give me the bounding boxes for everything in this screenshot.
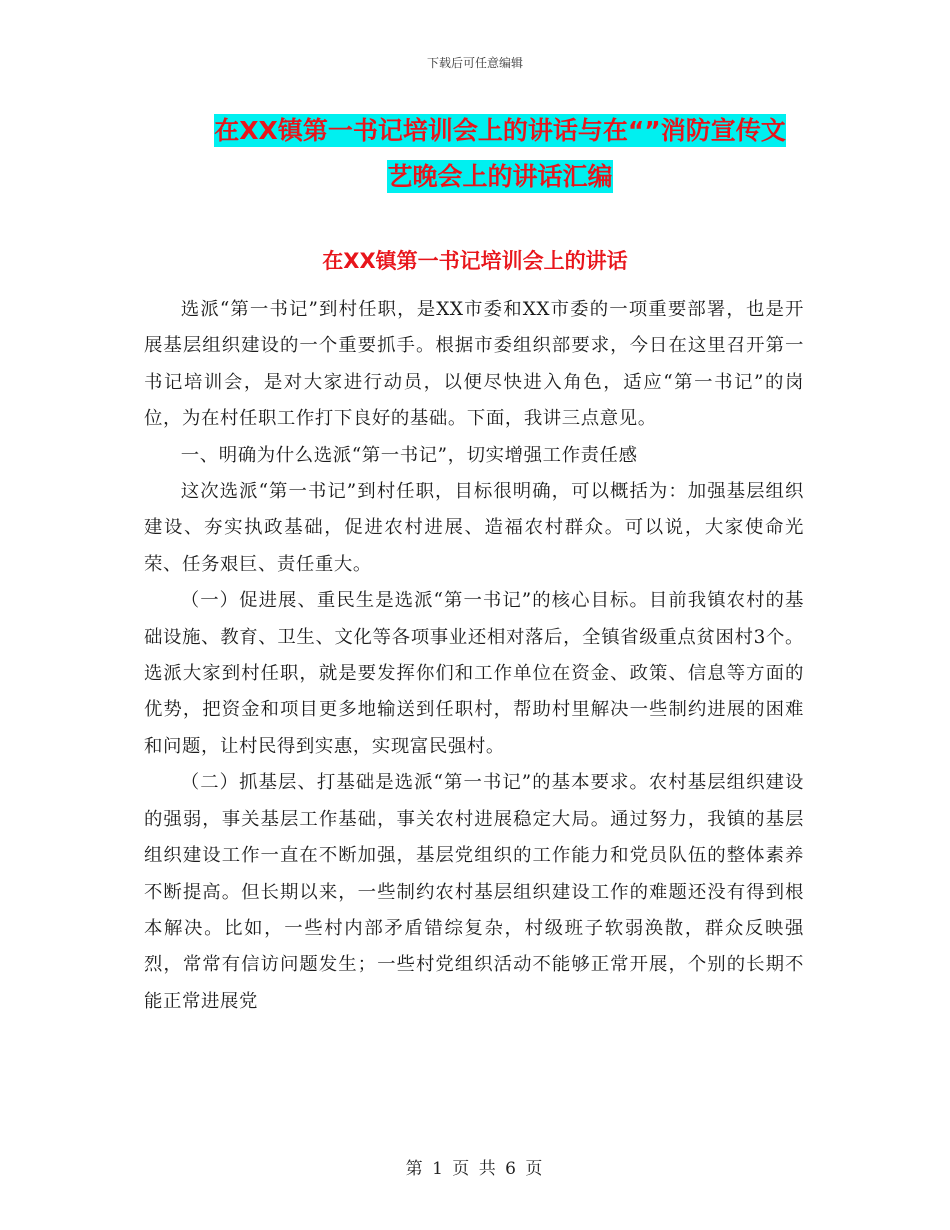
page-header-note: 下载后可任意编辑 [426, 56, 523, 70]
paragraph-subpoint-two: （二）抓基层、打基础是选派“第一书记”的基本要求。农村基层组织建设的强弱，事关基层工作基础，事关农村进展稳定大局。通过努力，我镇的基层组织建设工作一直在不断加强，基层党组织的工作能力和党员队伍的整体素养不断提高。但长期以来，一些制约农村基层组织建设工作的难题还没有得到根本解决。比如，一些村内部矛盾错综复杂，村级班子软弱涣散，群众反映强烈，常常有信访问题发生；一些村党组织活动不能够正常开展，个别的长期不能正常进展党 [144, 772, 804, 1012]
paragraph-subpoint-one: （一）促进展、重民生是选派“第一书记”的核心目标。目前我镇农村的基础设施、教育、卫生、文化等各项事业还相对落后，全镇省级重点贫困村3个。选派大家到村任职，就是要发挥你们和工作单位在资金、政策、信息等方面的优势，把资金和项目更多地输送到任职村，帮助村里解决一些制约进展的困难和问题，让村民得到实惠，实现富民强村。 [144, 590, 804, 757]
section-heading: 在XX镇第一书记培训会上的讲话 [322, 249, 628, 273]
page-number-footer: 第 1 页 共 6 页 [405, 1159, 545, 1179]
paragraph-point-one-summary: 这次选派“第一书记”到村任职，目标很明确，可以概括为：加强基层组织建设、夯实执政基础，促进农村进展、造福农村群众。可以说，大家使命光荣、任务艰巨、责任重大。 [144, 481, 804, 575]
speech-body [144, 292, 804, 1020]
document-title [140, 108, 860, 200]
document-title-line-2: 艺晚会上的讲话汇编 [387, 162, 613, 191]
document-title-line-1: 在XX镇第一书记培训会上的讲话与在“”消防宣传文 [214, 116, 786, 145]
paragraph-intro: 选派“第一书记”到村任职，是XX市委和XX市委的一项重要部署，也是开展基层组织建设的一个重要抓手。根据市委组织部要求，今日在这里召开第一书记培训会，是对大家进行动员，以便尽快进入角色，适应“第一书记”的岗位，为在村任职工作打下良好的基础。下面，我讲三点意见。 [144, 299, 804, 430]
paragraph-point-one-heading: 一、明确为什么选派“第一书记”，切实增强工作责任感 [180, 444, 638, 466]
